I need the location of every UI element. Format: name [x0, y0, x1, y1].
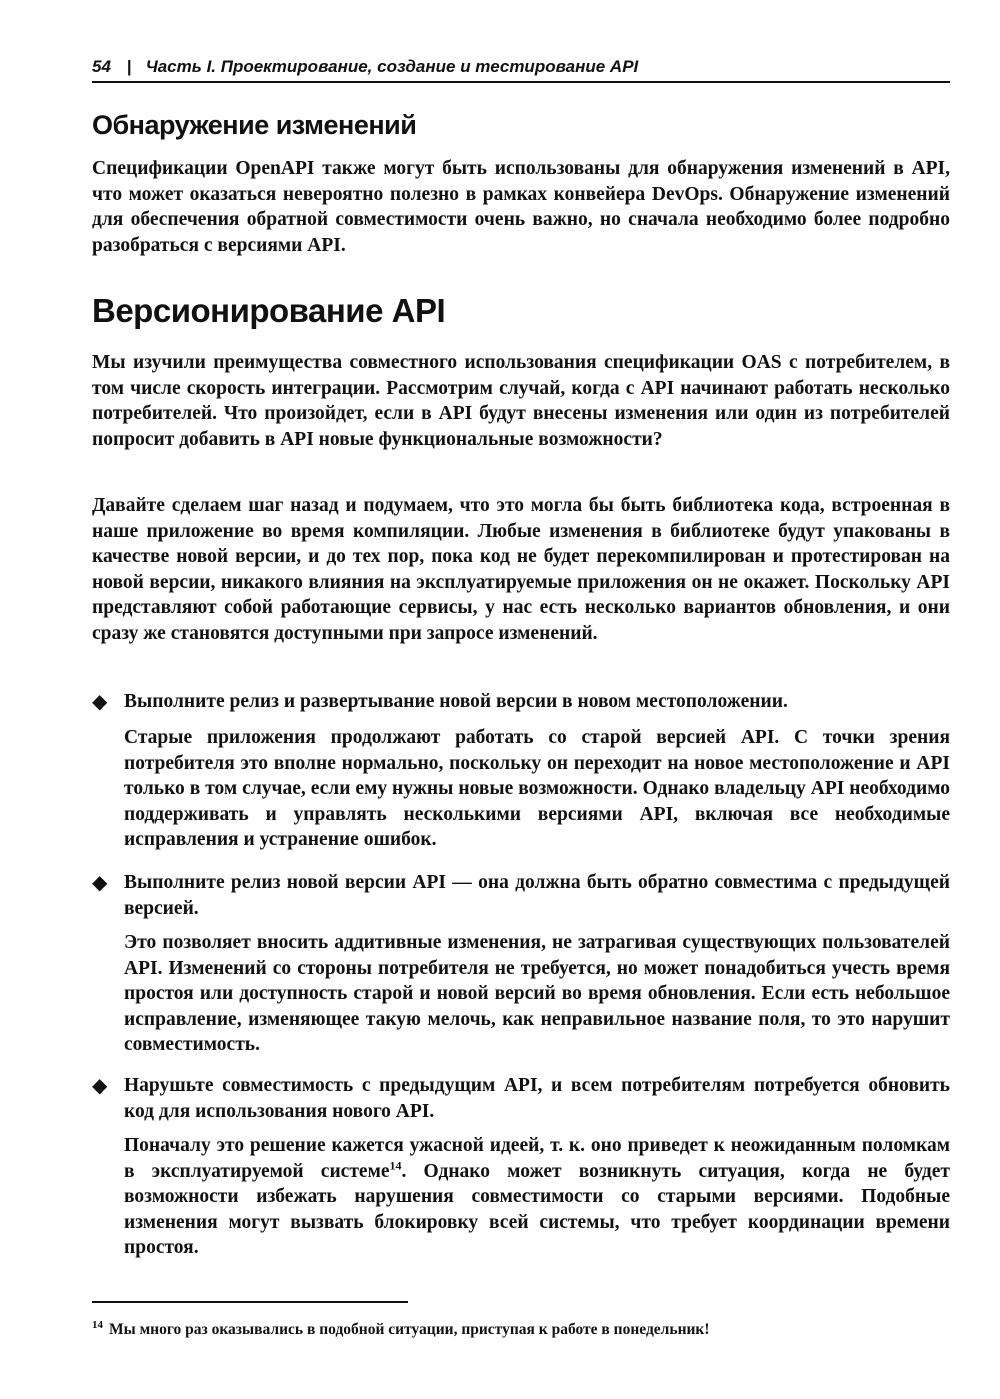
option-1-title: Выполните релиз и развертывание новой версии в новом местоположении.: [124, 691, 788, 712]
option-1-body-block: [124, 725, 950, 853]
footnote-number: 14: [92, 1318, 103, 1331]
footnote-rule: [92, 1301, 408, 1303]
footnote: [92, 1320, 950, 1340]
versioning-paragraph-1-block: [92, 350, 950, 452]
option-3-body-after-note: . Однако может возникнуть ситуация, когда не будет возможности избежать нарушения совместимости со старыми версиями. Подобные изменения могут вызвать блокировку всей системы, что требует координации времени простоя.: [124, 1160, 950, 1259]
footnote-reference[interactable]: 14: [389, 1158, 402, 1173]
header-rule: [92, 81, 950, 83]
option-2-item: [92, 870, 950, 921]
change-detection-paragraph: Спецификации OpenAPI также могут быть использованы для обнаружения изменений в API, что может оказаться невероятно полезно в рамках конвейера DevOps. Обнаружение изменений для обеспечения обратной совместимости очень важно, но сначала необходимо более подробно разобраться с версиями API.: [92, 158, 950, 256]
option-2-body-block: [124, 930, 950, 1058]
option-3-body-before-note: Поначалу это решение кажется ужасной идеей, т. к. оно приведет к неожиданным поломкам в эксплуатируемой системе: [124, 1135, 950, 1182]
change-detection-paragraph-block: [92, 156, 950, 258]
running-header: [92, 56, 950, 78]
footnote-text: Мы много раз оказывались в подобной ситуации, приступая к работе в понедельник!: [109, 1321, 710, 1338]
header-separator: |: [126, 57, 132, 76]
running-title: Часть I. Проектирование, создание и тестирование API: [145, 57, 639, 76]
versioning-paragraph-2: Давайте сделаем шаг назад и подумаем, что это могла бы быть библиотека кода, встроенная в наше приложение во время компиляции. Любые изменения в библиотеке будут упакованы в качестве новой версии, и до тех пор, пока код не будет перекомпилирован и протестирован на новой версии, никакого влияния на эксплуатируемые приложения он не окажет. Поскольку API представляют собой работающие сервисы, у нас есть несколько вариантов обновления, и они сразу же становятся доступными при запросе изменений.: [92, 495, 950, 644]
option-1-body: Старые приложения продолжают работать со старой версией API. С точки зрения потребителя это вполне нормально, поскольку он переходит на новое местоположение и API только в том случае, если ему нужны новые возможности. Однако владельцу API необходимо поддерживать и управлять несколькими версиями API, включая все необходимые исправления и устранение ошибок.: [124, 727, 950, 851]
option-3-item: [92, 1073, 950, 1124]
option-2-body: Это позволяет вносить аддитивные изменения, не затрагивая существующих пользователей API. Изменений со стороны потребителя не требуется, но может понадобиться учесть время простоя или доступность старой и новой версий во время обновления. Если есть небольшое исправление, изменяющее такую мелочь, как неправильное название поля, то это нарушит совместимость.: [124, 932, 950, 1056]
versioning-paragraph-2-block: [92, 493, 950, 647]
diamond-bullet-icon: ◆: [92, 870, 108, 894]
diamond-bullet-icon: ◆: [92, 1073, 108, 1097]
section-heading-versioning: Версионирование API: [92, 292, 446, 329]
option-3-body-block: [124, 1133, 950, 1261]
versioning-paragraph-1: Мы изучили преимущества совместного использования спецификации OAS с потребителем, в том числе скорость интеграции. Рассмотрим случай, когда с API начинают работать несколько потребителей. Что произойдет, если в API будут внесены изменения или один из потребителей попросит добавить в API новые функциональные возможности?: [92, 352, 950, 450]
section-heading-change-detection: Обнаружение изменений: [92, 110, 417, 140]
option-3-title: Нарушьте совместимость с предыдущим API, и всем потребителям потребуется обновить код для использования нового API.: [124, 1075, 950, 1122]
option-3-body: [124, 1133, 950, 1261]
option-1-item: [92, 689, 950, 715]
option-2-title: Выполните релиз новой версии API — она должна быть обратно совместима с предыдущей версией.: [124, 872, 950, 919]
diamond-bullet-icon: ◆: [92, 689, 108, 713]
page-number: 54: [92, 57, 111, 76]
